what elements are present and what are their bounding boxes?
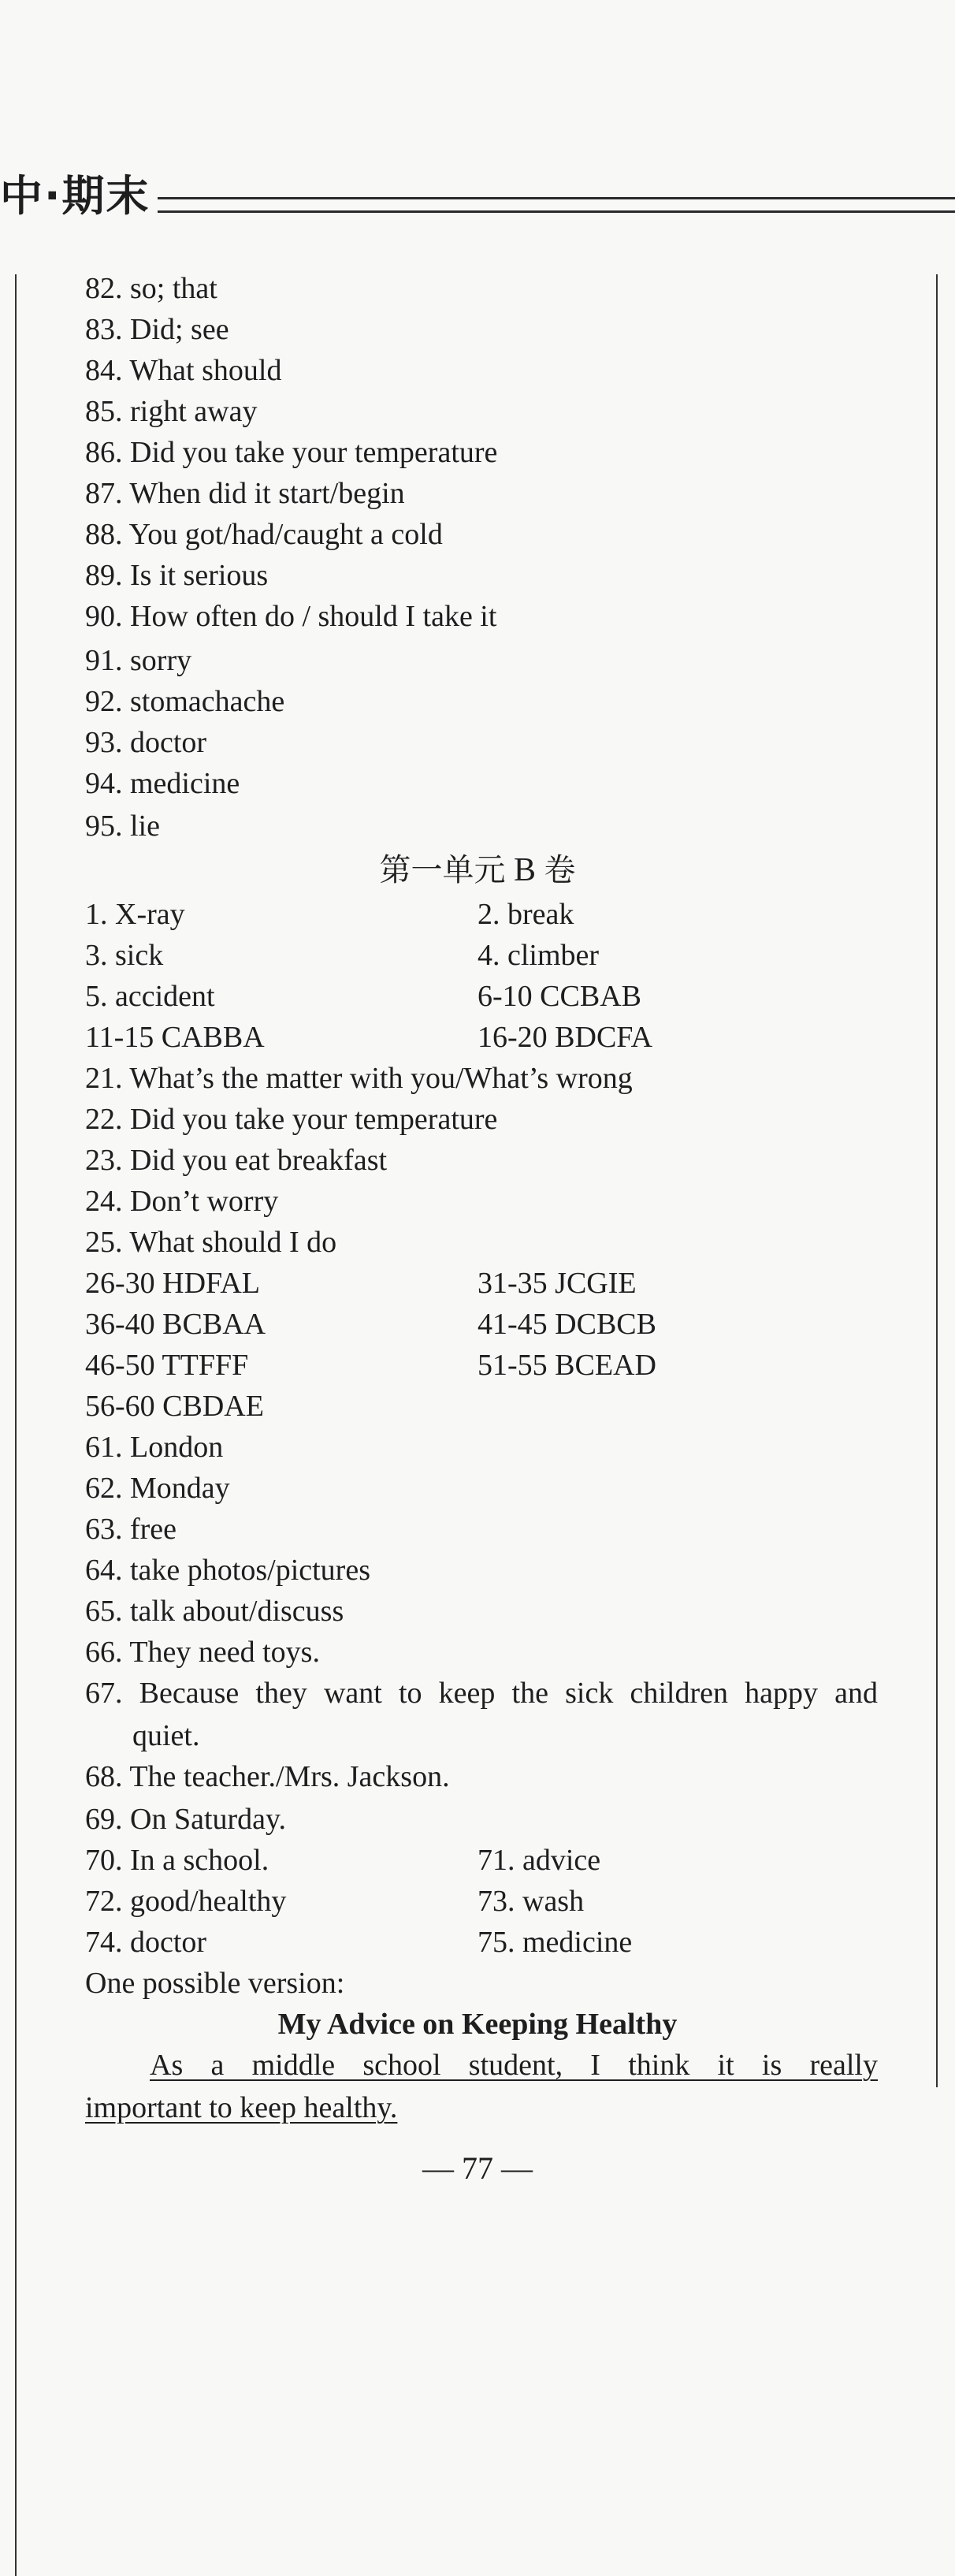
answer-line: 61. London	[85, 1431, 224, 1464]
answer-line: 66. They need toys.	[85, 1636, 320, 1669]
answer-right: 4. climber	[478, 939, 600, 972]
answer-line: 64. take photos/pictures	[85, 1554, 370, 1587]
answer-line-continuation: quiet.	[132, 1719, 200, 1752]
answer-line: 82. so; that	[85, 272, 217, 305]
answer-line: 22. Did you take your temperature	[85, 1103, 498, 1136]
answer-line: 88. You got/had/caught a cold	[85, 518, 443, 551]
answer-left: 36-40 BCBAA	[85, 1308, 266, 1341]
answer-line: 84. What should	[85, 354, 282, 387]
answer-left: 11-15 CABBA	[85, 1021, 265, 1054]
essay-title: My Advice on Keeping Healthy	[277, 2008, 678, 2041]
answer-line: 56-60 CBDAE	[85, 1390, 264, 1423]
answer-line: 86. Did you take your temperature	[85, 436, 498, 469]
page-number: — 77 —	[422, 2150, 533, 2186]
answer-right: 31-35 JCGIE	[478, 1267, 637, 1300]
answer-left: 26-30 HDFAL	[85, 1267, 261, 1300]
answer-line: 21. What’s the matter with you/What’s wrong	[85, 1062, 633, 1095]
answer-line: 24. Don’t worry	[85, 1185, 279, 1218]
answer-left: 1. X-ray	[85, 898, 185, 931]
section-title-cjk: 第一单元	[379, 852, 506, 888]
essay-line: important to keep healthy.	[85, 2091, 398, 2124]
answer-left: 5. accident	[85, 980, 215, 1013]
answer-right: 71. advice	[478, 1844, 601, 1877]
answer-line: 85. right away	[85, 395, 258, 428]
answer-line: 23. Did you eat breakfast	[85, 1144, 388, 1177]
section-title-cjk2: 卷	[544, 852, 576, 888]
answer-line: 68. The teacher./Mrs. Jackson.	[85, 1760, 450, 1793]
answer-left: 72. good/healthy	[85, 1885, 287, 1918]
answer-line: 91. sorry	[85, 644, 192, 677]
answer-left: 3. sick	[85, 939, 164, 972]
answer-right: 2. break	[478, 898, 574, 931]
answer-line: 65. talk about/discuss	[85, 1595, 344, 1628]
answer-line: 87. When did it start/begin	[85, 477, 405, 510]
answer-line: 95. lie	[85, 810, 160, 843]
answer-line-wrapped: 67. Because they want to keep the sick children happy and	[85, 1677, 878, 1710]
frame-right-rule	[936, 274, 938, 2087]
answer-line: 62. Monday	[85, 1472, 230, 1505]
answer-line: 90. How often do / should I take it	[85, 600, 497, 633]
answer-right: 16-20 BDCFA	[478, 1021, 653, 1054]
answer-line: 25. What should I do	[85, 1226, 337, 1259]
book-section-header: 中·期末	[0, 171, 150, 221]
answer-line: 83. Did; see	[85, 313, 229, 346]
answer-line: 69. On Saturday.	[85, 1803, 287, 1836]
answer-left: 46-50 TTFFF	[85, 1349, 249, 1382]
answer-line: 89. Is it serious	[85, 559, 269, 592]
answer-line: 94. medicine	[85, 767, 240, 800]
answer-right: 41-45 DCBCB	[478, 1308, 656, 1341]
answer-line: 63. free	[85, 1513, 177, 1546]
section-title	[0, 851, 955, 889]
answer-right: 6-10 CCBAB	[478, 980, 641, 1013]
section-title-letter: B	[513, 852, 536, 888]
answer-line: 93. doctor	[85, 726, 207, 759]
header-double-rule	[158, 197, 955, 213]
answer-right: 73. wash	[478, 1885, 585, 1918]
essay-line: As a middle school student, I think it is really	[150, 2049, 878, 2082]
answer-left: 70. In a school.	[85, 1844, 269, 1877]
essay-intro: One possible version:	[85, 1967, 345, 2000]
answer-line: 92. stomachache	[85, 685, 285, 718]
answer-right: 75. medicine	[478, 1926, 633, 1959]
answer-right: 51-55 BCEAD	[478, 1349, 656, 1382]
answer-left: 74. doctor	[85, 1926, 207, 1959]
frame-left-rule	[15, 274, 17, 2576]
